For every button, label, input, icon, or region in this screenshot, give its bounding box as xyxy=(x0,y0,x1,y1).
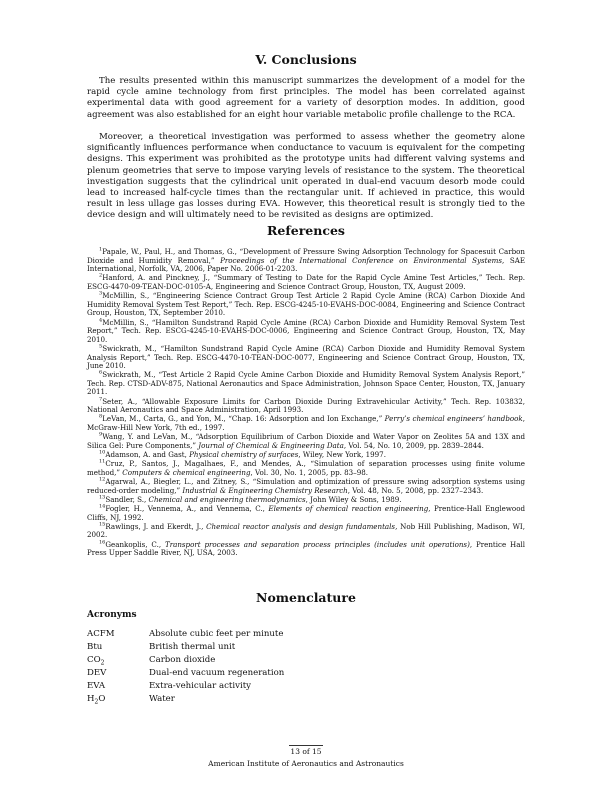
acronym-row xyxy=(87,654,525,667)
references-heading: References xyxy=(267,223,345,238)
reference-source: Elements of chemical reaction engineering xyxy=(268,503,429,513)
reference-details: , Nob Hill Publishing, Madison, WI, 2002. xyxy=(87,521,525,540)
acronym-definition: British thermal unit xyxy=(149,642,236,653)
acronym-row xyxy=(87,693,525,706)
reference-source: Perry’s chemical engineers’ handbook xyxy=(384,414,523,424)
acronym-term-text: CO xyxy=(87,655,101,666)
reference-number: 12 xyxy=(99,476,106,483)
reference-item xyxy=(87,398,525,415)
reference-text: Wang, Y. and LeVan, M., “Adsorption Equilibrium of Carbon Dioxide and Water Vapor on Zeolites 5A and 13X and Silica Gel: Pure Components,” xyxy=(87,432,525,450)
acronym-definition: Absolute cubic feet per minute xyxy=(149,629,284,639)
reference-source: Computers & chemical engineering xyxy=(122,467,251,477)
acronym-row xyxy=(87,680,525,693)
reference-number: 16 xyxy=(99,539,106,546)
acronym-row xyxy=(87,641,525,654)
page-number: 13 of 15 xyxy=(290,747,322,756)
footer-rule xyxy=(289,745,323,746)
acronym-term xyxy=(87,667,149,680)
reference-text: Adamson, A. and Gast, xyxy=(105,450,190,459)
reference-item xyxy=(87,345,525,371)
reference-text: Swickrath, M., “Test Article 2 Rapid Cycle Amine Carbon Dioxide and Humidity Removal System Analysis Report,” Tech. Rep. CTSD-ADV-875, National Aeronautics and Space Administration, Johnson Space Center, Houston, TX, January 2011. xyxy=(87,370,525,397)
acronym-term-text: Btu xyxy=(87,642,103,653)
reference-text: Hanford, A. and Pinckney, J., “Summary of Testing to Date for the Rapid Cycle Amine Test Articles,” Tech. Rep. ESCG-4470-09-TEAN-DOC-0105-A, Engineering and Science Contract Group, Houston, TX, August 2009. xyxy=(87,273,525,291)
reference-number: 1 xyxy=(99,246,103,253)
reference-text: Rawlings, J. and Ekerdt, J., xyxy=(105,521,207,531)
acronym-term xyxy=(87,693,149,706)
conclusions-paragraph-1: The results presented within this manuscript summarizes the development of a model for the rapid cycle amine technology from first principles. The model has been correlated against experimental data with good agreement for a variety of desorption modes. In addition, good agreement was also established for an eight hour variable metabolic profile challenge to the RCA. xyxy=(87,76,525,120)
reference-source: Industrial & Engineering Chemistry Research xyxy=(182,485,348,495)
reference-number: 13 xyxy=(99,494,106,501)
acronyms-list xyxy=(87,628,525,707)
acronym-subscript: 2 xyxy=(94,699,99,707)
reference-source: Physical chemistry of surfaces xyxy=(189,450,299,459)
reference-item xyxy=(87,292,525,318)
acronym-definition: Extra-vehicular activity xyxy=(149,681,252,692)
reference-details: , John Wiley & Sons, 1989. xyxy=(305,494,402,504)
reference-item xyxy=(87,248,525,274)
reference-item xyxy=(87,523,525,540)
acronyms-subheading: Acronyms xyxy=(87,610,137,620)
conclusions-paragraph-2: Moreover, a theoretical investigation was performed to assess whether the geometry alone significantly influences performance when conductance to vacuum is equivalent for the competing designs. This experiment was prohibited as the prototype units had different valving systems and plenum geometries that serve to impose varying levels of resistance to the system. The theoretical investigation suggests that the cylindrical unit operated in dual-end vacuum desorb mode could lead to increased half-cycle times than the rectangular unit. If achieved in practice, this would result in less ullage gas losses during EVA. However, this theoretical result is strongly tied to the device design and will ultimately need to be revisited as designs are optimized. xyxy=(87,132,525,221)
reference-item xyxy=(87,433,525,450)
reference-number: 10 xyxy=(99,449,106,456)
reference-source: Journal of Chemical & Engineering Data xyxy=(198,440,344,450)
reference-number: 5 xyxy=(99,343,103,350)
reference-text: Agarwal, A., Biegler, L., and Zitney, S., “Simulation and optimization of pressure swing adsorption systems using reduced-order modeling,” xyxy=(87,476,525,495)
reference-item xyxy=(87,505,525,522)
reference-number: 9 xyxy=(99,431,103,438)
reference-details: , McGraw-Hill New York, 7th ed., 1997. xyxy=(87,414,525,433)
acronym-term xyxy=(87,680,149,693)
acronym-definition: Carbon dioxide xyxy=(149,655,216,666)
reference-number: 2 xyxy=(99,273,103,280)
reference-source: Chemical reactor analysis and design fundamentals xyxy=(206,521,396,531)
reference-item xyxy=(87,415,525,432)
reference-number: 7 xyxy=(99,396,103,403)
acronym-term xyxy=(87,641,149,654)
reference-source: Chemical and engineering thermodynamics xyxy=(148,494,306,504)
reference-text: McMillin, S., “Engineering Science Contract Group Test Article 2 Rapid Cycle Amine (RCA) Carbon Dioxide And Humidity Removal System Test Report,” Tech. Rep. ESCG-4245-10-EVAHS-DOC-0084, Engineering and Science Contract Group, Houston, TX, September 2010. xyxy=(87,291,525,318)
reference-number: 6 xyxy=(99,369,103,376)
reference-number: 8 xyxy=(99,414,103,421)
reference-text: Papale, W., Paul, H., and Thomas, G., “Development of Pressure Swing Adsorption Technology for Spacesuit Carbon Dioxide and Humidity Removal,” xyxy=(87,247,525,265)
acronym-term xyxy=(87,628,149,641)
reference-text: Geankoplis, C., xyxy=(105,539,165,549)
reference-number: 4 xyxy=(99,317,103,324)
reference-details: , SAE International, Norfolk, VA, 2006, Paper No. 2006-01-2203. xyxy=(87,255,525,274)
acronym-row xyxy=(87,667,525,680)
reference-item xyxy=(87,371,525,397)
acronym-subscript: 2 xyxy=(100,659,105,667)
reference-number: 3 xyxy=(99,290,103,297)
acronym-term-tail: O xyxy=(98,694,106,705)
reference-item xyxy=(87,274,525,291)
nomenclature-heading: Nomenclature xyxy=(256,590,356,605)
reference-details: , Prentice-Hall Englewood Cliffs, NJ, 1992. xyxy=(87,503,526,522)
reference-details: , Vol. 30, No. 1, 2005, pp. 83–98. xyxy=(250,467,368,477)
reference-details: , Vol. 48, No. 5, 2008, pp. 2327–2343. xyxy=(347,485,484,495)
reference-text: Fogler, H., Vennema, A., and Vennema, C., xyxy=(105,503,269,513)
references-list xyxy=(87,248,525,558)
acronym-term-text: ACFM xyxy=(87,629,115,639)
reference-text: LeVan, M., Carta, G., and Yon, M., “Chap. 16: Adsorption and Ion Exchange,” xyxy=(102,414,385,424)
reference-details: , Prentice Hall Press Upper Saddle River, NJ, USA, 2003. xyxy=(87,539,525,558)
reference-source: Proceedings of the International Conference on Environmental Systems xyxy=(220,255,503,265)
reference-details: , Wiley, New York, 1997. xyxy=(298,450,386,459)
footer-organization: American Institute of Aeronautics and Astronautics xyxy=(208,759,404,768)
acronym-term-text: EVA xyxy=(87,681,106,692)
reference-text: Sandler, S., xyxy=(105,494,149,504)
reference-text: Cruz, P., Santos, J., Magalhaes, F., and Mendes, A., “Simulation of separation processes using finite volume method,” xyxy=(87,459,525,477)
reference-source: Transport processes and separation process principles (includes unit operations) xyxy=(164,539,470,549)
reference-item xyxy=(87,460,525,477)
acronym-term-text: DEV xyxy=(87,668,107,679)
reference-item xyxy=(87,541,525,558)
reference-item xyxy=(87,478,525,495)
reference-details: , Vol. 54, No. 10, 2009, pp. 2839–2844. xyxy=(343,440,484,450)
acronym-term-text: H xyxy=(87,694,95,705)
reference-number: 14 xyxy=(99,503,106,510)
conclusions-heading: V. Conclusions xyxy=(255,52,357,67)
reference-number: 15 xyxy=(99,521,106,528)
acronym-term xyxy=(87,654,149,667)
acronym-definition: Dual-end vacuum regeneration xyxy=(149,668,285,679)
reference-number: 11 xyxy=(99,458,106,465)
reference-text: Seter, A., “Allowable Exposure Limits for Carbon Dioxide During Extravehicular Activity,” Tech. Rep. 103832, National Aeronautics and Space Administration, April 1993. xyxy=(87,396,525,415)
acronym-row xyxy=(87,628,525,641)
reference-text: McMillin, S., “Hamilton Sundstrand Rapid Cycle Amine (RCA) Carbon Dioxide and Humidity Removal System Test Report,” Tech. Rep. ESCG-4245-10-EVAHS-DOC-0006, Engineering and Science Contract Group, Houston, TX, May 2010. xyxy=(87,317,525,344)
reference-text: Swickrath, M., “Hamilton Sundstrand Rapid Cycle Amine (RCA) Carbon Dioxide and Humidity Removal System Analysis Report,” Tech. Rep. ESCG-4470-10-TEAN-DOC-0077, Engineering and Science Contract Group, Houston, TX, June 2010. xyxy=(87,343,525,371)
acronym-definition: Water xyxy=(149,694,175,705)
reference-item xyxy=(87,319,525,345)
